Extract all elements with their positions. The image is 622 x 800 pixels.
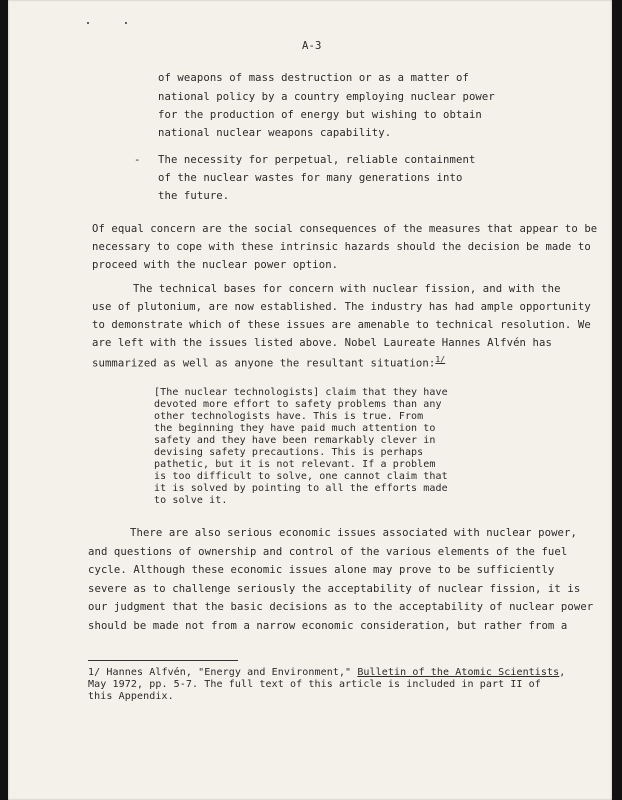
paragraph-line-text: summarized as well as anyone the resultant situation:	[92, 357, 436, 370]
quote-line: pathetic, but it is not relevant. If a problem	[154, 459, 436, 470]
quote-line: the beginning they have paid much attention to	[154, 423, 436, 434]
paragraph-line: should be made not from a narrow economic consideration, but rather from a	[88, 620, 568, 632]
paragraph-line: Of equal concern are the social consequences of the measures that appear to be	[92, 223, 598, 235]
quote-line: [The nuclear technologists] claim that they have	[154, 387, 448, 398]
footnote-line: this Appendix.	[88, 691, 174, 702]
paragraph-line: proceed with the nuclear power option.	[92, 259, 339, 271]
footnote-line	[88, 667, 565, 678]
paragraph-line: The technical bases for concern with nuclear fission, and with the	[133, 283, 561, 295]
footnote-text: 1/ Hannes Alfvén, "Energy and Environment,"	[88, 667, 358, 678]
paragraph-line: necessary to cope with these intrinsic hazards should the decision be made to	[92, 241, 591, 253]
speck-mark	[87, 22, 89, 24]
paragraph-line: our judgment that the basic decisions as to the acceptability of nuclear power	[88, 601, 594, 613]
bullet-continuation-line: national policy by a country employing nuclear power	[158, 91, 495, 103]
paragraph-line	[92, 355, 445, 370]
footnote-line: May 1972, pp. 5-7. The full text of this article is included in part II of	[88, 679, 541, 690]
quote-line: it is solved by pointing to all the efforts made	[154, 483, 448, 494]
bullet-dash: -	[134, 154, 141, 166]
footnote-text: ,	[559, 667, 566, 678]
bullet-line: The necessity for perpetual, reliable containment	[158, 154, 476, 166]
document-page	[8, 0, 612, 800]
paragraph-line: severe as to challenge seriously the acceptability of nuclear fission, it is	[88, 583, 581, 595]
speck-mark	[125, 22, 127, 24]
paragraph-line: to demonstrate which of these issues are amenable to technical resolution. We	[92, 319, 591, 331]
footnote-rule	[88, 660, 238, 661]
quote-line: devising safety precautions. This is perhaps	[154, 447, 424, 458]
paragraph-line: use of plutonium, are now established. The industry has had ample opportunity	[92, 301, 591, 313]
quote-line: to solve it.	[154, 495, 228, 506]
bullet-continuation-line: for the production of energy but wishing to obtain	[158, 109, 482, 121]
footnote-publication-title: Bulletin of the Atomic Scientists	[357, 667, 560, 678]
paragraph-line: and questions of ownership and control of the various elements of the fuel	[88, 546, 568, 558]
quote-line: safety and they have been remarkably clever in	[154, 435, 436, 446]
paragraph-line: are left with the issues listed above. Nobel Laureate Hannes Alfvén has	[92, 337, 552, 349]
quote-line: is too difficult to solve, one cannot claim that	[154, 471, 448, 482]
quote-line: other technologists have. This is true. From	[154, 411, 424, 422]
bullet-line: of the nuclear wastes for many generations into	[158, 172, 463, 184]
paragraph-line: cycle. Although these economic issues alone may prove to be sufficiently	[88, 564, 555, 576]
paragraph-line: There are also serious economic issues associated with nuclear power,	[130, 527, 577, 539]
bullet-continuation-line: national nuclear weapons capability.	[158, 127, 392, 139]
bullet-continuation-line: of weapons of mass destruction or as a matter of	[158, 72, 469, 84]
bullet-line: the future.	[158, 190, 230, 202]
footnote-reference: 1/	[435, 355, 446, 364]
page-number: A-3	[302, 40, 322, 52]
quote-line: devoted more effort to safety problems than any	[154, 399, 442, 410]
